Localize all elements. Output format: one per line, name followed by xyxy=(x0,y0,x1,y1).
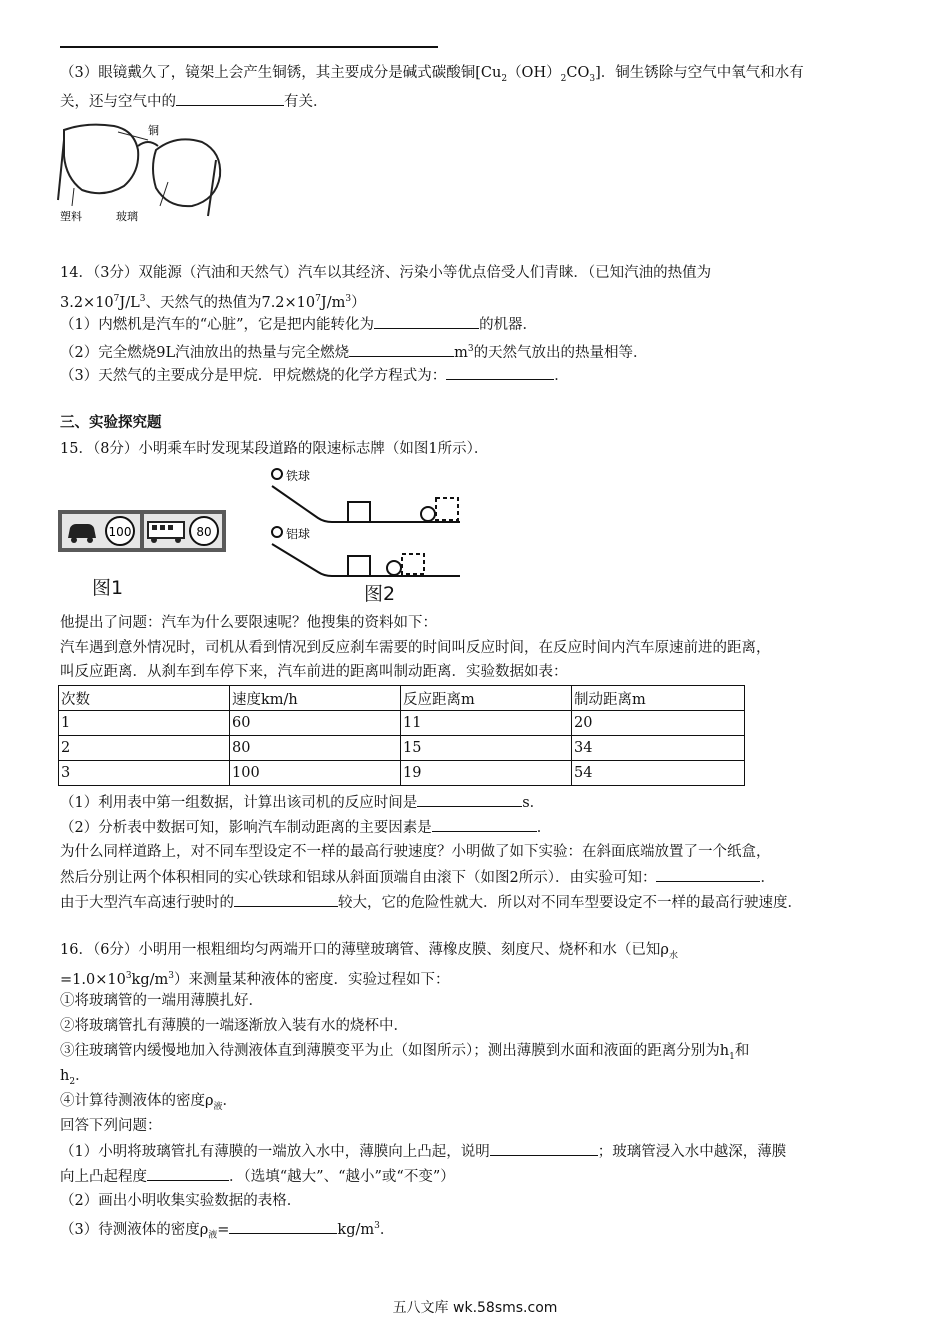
top-rule xyxy=(60,46,438,48)
fig1-label: 图1 xyxy=(92,577,124,599)
table-cell: 2 xyxy=(59,736,230,761)
answer-blank[interactable] xyxy=(417,792,522,807)
iron-ball-bottom xyxy=(421,507,435,521)
q13-part3-line2: 关，还与空气中的 有关． xyxy=(60,91,328,112)
q16-step3-line2: $h_2$． xyxy=(60,1068,90,1087)
answer-blank[interactable] xyxy=(656,867,760,882)
q15-question-line: 他提出了问题：汽车为什么要限速呢？他搜集的资料如下： xyxy=(60,615,437,631)
glasses-right-temple xyxy=(208,160,216,216)
box-top xyxy=(348,502,370,522)
q16-stem-line2: $=1.0\times 10^3kg/m^3$）来测量某种液体的密度．实验过程如下： xyxy=(60,971,450,988)
al-ball xyxy=(272,527,282,537)
glasses-bridge xyxy=(138,142,158,146)
iron-ball-label: 铁球 xyxy=(286,469,311,483)
al-ball-label: 铝球 xyxy=(286,527,311,541)
q14-stem-line2: $3.2\times 10^7J/L^3$、天然气的热值为$7.2\times 10^7J/m^3$） xyxy=(60,294,366,311)
fig2-label: 图2 xyxy=(364,583,396,605)
iron-ball xyxy=(272,469,282,479)
bus-limit-value: 80 xyxy=(196,525,212,539)
table-cell: 1 xyxy=(59,711,230,736)
q16-step3-line1: ③往玻璃管内缓慢地加入待测液体直到薄膜变平为止（如图所示）；测出薄膜到水面和液面的距离分别为$h_1$和 xyxy=(60,1043,750,1062)
table-header-cell: 次数 xyxy=(59,686,230,711)
braking-data-table xyxy=(58,685,745,786)
table-header-row xyxy=(59,686,745,711)
table-cell: 3 xyxy=(59,761,230,786)
q14-stem-line1: 14．（3分）双能源（汽油和天然气）汽车以其经济、污染小等优点倍受人们青睐．（已知汽油的热值为 xyxy=(60,265,712,281)
q16-stem-line1: 16．（6分）小明用一根粗细均匀两端开口的薄壁玻璃管、薄橡皮膜、刻度尺、烧杯和水（已知$\rho_水$ xyxy=(60,942,678,961)
answer-blank[interactable] xyxy=(147,1166,229,1181)
label-plastic: 塑料 xyxy=(60,210,82,223)
table-row xyxy=(59,761,745,786)
answer-blank[interactable] xyxy=(446,365,554,380)
section-title: 三、实验探究题 xyxy=(60,415,162,431)
box-moved-bottom xyxy=(402,554,424,574)
q15-exp-line1: 为什么同样道路上，对不同车型设定不一样的最高行驶速度？小明做了如下实验：在斜面底端放置了一个纸盒， xyxy=(60,844,771,860)
table-row xyxy=(59,736,745,761)
table-header-cell: 制动距离m xyxy=(572,686,745,711)
incline-top xyxy=(272,486,460,522)
table-row xyxy=(59,711,745,736)
al-ball-bottom xyxy=(387,561,401,575)
incline-experiment-figure xyxy=(268,466,464,584)
table-cell: 20 xyxy=(572,711,745,736)
q16-step1: ①将玻璃管的一端用薄膜扎好． xyxy=(60,993,263,1009)
q16-answer-prompt: 回答下列问题： xyxy=(60,1118,162,1134)
incline-bottom xyxy=(272,544,460,576)
answer-blank[interactable] xyxy=(176,91,284,106)
q16-step4: ④计算待测液体的密度$\rho_液$． xyxy=(60,1093,238,1112)
answer-blank[interactable] xyxy=(234,892,338,907)
q16-part2: （2）画出小明收集实验数据的表格． xyxy=(60,1193,302,1209)
table-cell: 60 xyxy=(230,711,401,736)
answer-blank[interactable] xyxy=(349,342,454,357)
q16-part3: （3）待测液体的密度$\rho_液= kg/m^3$． xyxy=(60,1216,394,1246)
q15-info-line1: 汽车遇到意外情况时，司机从看到情况到反应刹车需要的时间叫反应时间，在反应时间内汽车原速前进的距离， xyxy=(60,640,771,656)
table-cell: 100 xyxy=(230,761,401,786)
table-cell: 80 xyxy=(230,736,401,761)
q14-part2: （2）完全燃烧9L汽油放出的热量与完全燃烧 $m^3$的天然气放出的热量相等． xyxy=(60,339,648,363)
q15-info-line2: 叫反应距离．从刹车到车停下来，汽车前进的距离叫制动距离．实验数据如表： xyxy=(60,664,568,680)
q14-part3: （3）天然气的主要成分是甲烷．甲烷燃烧的化学方程式为： ． xyxy=(60,365,569,386)
footer-watermark: 五八文库 wk.58sms.com xyxy=(392,1300,558,1316)
car-limit-value: 100 xyxy=(108,525,132,539)
table-cell: 34 xyxy=(572,736,745,761)
glasses-left-lens xyxy=(64,125,138,194)
table-cell: 19 xyxy=(401,761,572,786)
q15-stem: 15．（8分）小明乘车时发现某段道路的限速标志牌（如图1所示）． xyxy=(60,441,489,457)
box-moved-top xyxy=(436,498,458,520)
label-copper: 铜 xyxy=(148,124,159,137)
q15-exp-line2: 然后分别让两个体积相同的实心铁球和铝球从斜面顶端自由滚下（如图2所示）．由实验可知： ． xyxy=(60,867,775,888)
answer-blank[interactable] xyxy=(374,314,479,329)
table-header-cell: 反应距离m xyxy=(401,686,572,711)
q13-part3-line1: （3）眼镜戴久了，镜架上会产生铜锈，其主要成分是碱式碳酸铜$[Cu_2(OH)_2CO_3]$．铜生锈除与空气中氧气和水有 xyxy=(60,65,804,84)
q15-exp-line3: 由于大型汽车高速行驶时的 较大，它的危险性就大．所以对不同车型要设定不一样的最高行驶速度． xyxy=(60,892,802,913)
answer-blank[interactable] xyxy=(229,1219,337,1234)
q16-step2: ②将玻璃管扎有薄膜的一端逐渐放入装有水的烧杯中． xyxy=(60,1018,408,1034)
box-bottom xyxy=(348,556,370,576)
q15-part2: （2）分析表中数据可知，影响汽车制动距离的主要因素是 ． xyxy=(60,817,551,838)
table-cell: 11 xyxy=(401,711,572,736)
table-cell: 54 xyxy=(572,761,745,786)
table-header-cell: 速度km/h xyxy=(230,686,401,711)
q16-part1-line1: （1）小明将玻璃管扎有薄膜的一端放入水中，薄膜向上凸起，说明 ；玻璃管浸入水中越深，薄膜 xyxy=(60,1141,786,1162)
q15-part1: （1）利用表中第一组数据，计算出该司机的反应时间是 s． xyxy=(60,792,544,813)
table-cell: 15 xyxy=(401,736,572,761)
glasses-figure xyxy=(56,120,236,232)
answer-blank[interactable] xyxy=(432,817,537,832)
glasses-left-temple xyxy=(58,140,64,200)
speed-limit-sign xyxy=(58,510,226,552)
q14-part1: （1）内燃机是汽车的“心脏”，它是把内能转化为 的机器． xyxy=(60,314,537,335)
label-glass: 玻璃 xyxy=(116,210,138,223)
answer-blank[interactable] xyxy=(490,1141,598,1156)
q16-part1-line2: 向上凸起程度 ．（选填“越大”、“越小”或“不变”） xyxy=(60,1166,455,1187)
